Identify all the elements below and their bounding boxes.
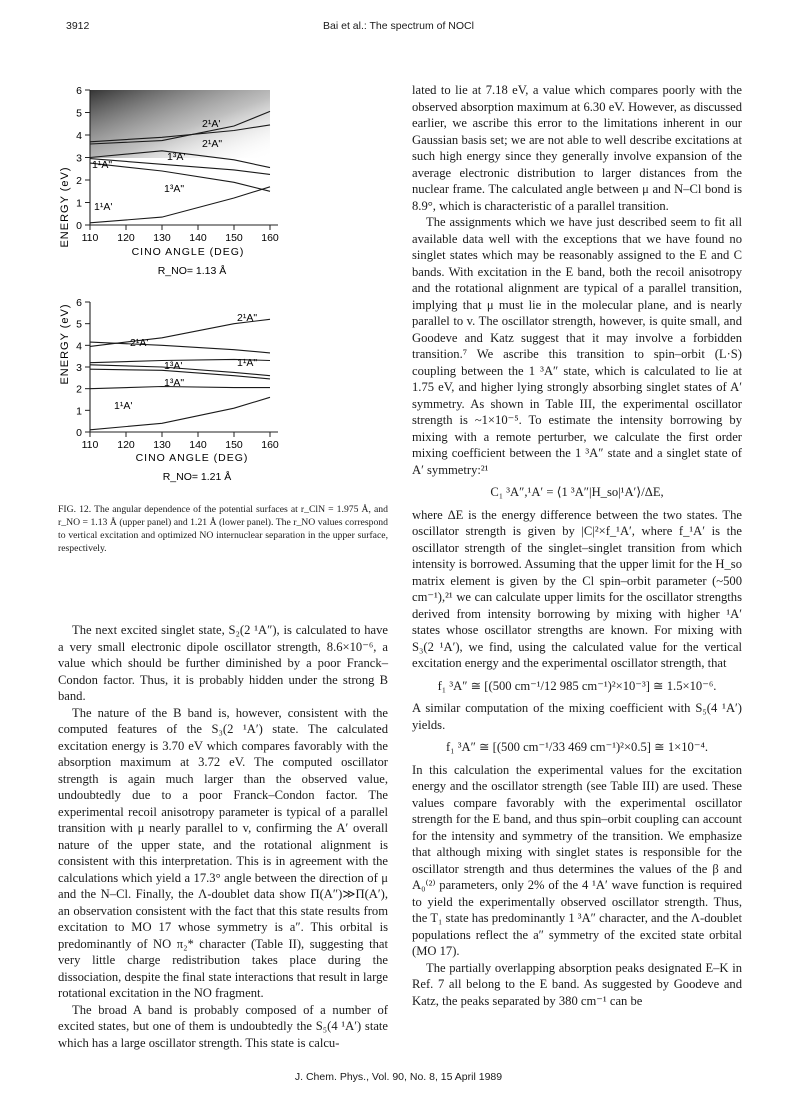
right-column — [412, 82, 742, 1009]
paragraph: The next excited singlet state, S₂(2 ¹A″), is calculated to have a very small electronic dipole oscillator strength, 8.6×10⁻⁶, a value which should be further diminished by a poor Franck–Condon factor. Thus, it is probably hidden under the strong B band. — [58, 623, 388, 703]
paragraph: lated to lie at 7.18 eV, a value which compares poorly with the observed absorption maximum at 6.30 eV. However, as discussed earlier, we ascribe this error to the limitations inherent in our Gaussian basis set; we are not able to well describe excitations at such high energy since they generally involve expansion of the average electronic distribution to larger distances from the nuclear frame. The calculated angle between μ and N–Cl bond is 8.9°, which is characteristic of a parallel transition. — [412, 83, 742, 213]
x-tick-label: 120 — [117, 439, 135, 451]
y-tick-label: 5 — [76, 318, 82, 331]
state-label: 1³A" — [164, 377, 185, 389]
state-label: 1³A' — [164, 360, 183, 372]
paragraph: The partially overlapping absorption peaks designated E–K in Ref. 7 all belong to the E band. As suggested by Goodeve and Katz, the peaks separated by 380 cm⁻¹ can be — [412, 960, 742, 1008]
x-tick-label: 110 — [81, 439, 99, 451]
x-axis-label: CINO ANGLE (DEG) — [135, 452, 249, 464]
y-tick-label: 4 — [76, 340, 82, 353]
state-label: 2¹A' — [130, 337, 149, 349]
footer: J. Chem. Phys., Vol. 90, No. 8, 15 April 1989 — [294, 1071, 503, 1083]
x-tick-label: 110 — [81, 232, 99, 244]
figure-12-upper-panel — [52, 82, 332, 297]
state-label: 1³A' — [167, 151, 186, 163]
y-tick-label: 4 — [76, 130, 82, 142]
x-tick-label: 140 — [189, 439, 207, 451]
paragraph: The assignments which we have just described seem to fit all available data well with the exceptions that we have found no singlet states which may be reasonably assigned to the E and C bands. With excitation in the E band, both the recoil anisotropy and the rotational alignment are typical of a parallel transition, implying that μ must lie in the molecular plane, and is nearly parallel to v. The oscillator strength, however, is quite small, and Goodeve and Katz suggest that it may involve a forbidden transition.⁷ We ascribe this transition to spin–orbit (L·S) coupling between the 1 ³A″ state, which is calculated to lie at 1.75 eV, and higher lying strongly absorbing singlet states of A′ symmetry. As shown in Table III, the experimental oscillator strength is ~1×10⁻⁵. To estimate the intensity borrowing by mixing with a remote perturber, we calculate the first order mixing coefficient between the 1 ³A″ state and a singlet state of A′ symmetry:²¹ — [412, 215, 742, 477]
y-tick-label: 0 — [76, 220, 82, 232]
paragraph: The nature of the B band is, however, consistent with the computed features of the S₃(2 ¹A′) state. The calculated excitation energy is 3.70 eV which compares favorably with the absorption maximum at 3.72 eV. The computed oscillator strength is again much larger than the observed value, undoubtedly due to a poor Franck–Condon factor. The experimental recoil anisotropy parameter is typical of a parallel transition with μ nearly parallel to v, confirming the A′ overall nature of the upper state, and the rotational alignment is consistent with this interpretation. This is in agreement with the calculations which yield a 17.3° angle between the direction of μ and the N–Cl. Finally, the Λ-doublet data show Π(A″)≫Π(A′), an observation consistent with the fact that this state results from excitation to MO 17 whose symmetry is a″. This orbital is predominantly of NO π₂* character (Table II), suggesting that very little charge redistribution takes place during the dissociation, despite the final state interactions that result in large rotational excitation in the NO fragment. — [58, 705, 388, 1000]
x-tick-label: 120 — [117, 232, 135, 244]
figure-12-lower-panel — [52, 294, 332, 494]
equation: C₁ ³A″,¹A′ = ⟨1 ³A″|H_so|¹A′⟩/ΔE, — [490, 485, 664, 499]
state-label: 2¹A" — [202, 138, 223, 150]
state-label: 1¹A' — [94, 201, 113, 213]
paragraph: The broad A band is probably composed of a number of excited states, but one of them is undoubtedly the S₅(4 ¹A′) state which has a large oscillator strength. This state is calcu- — [58, 1002, 388, 1050]
y-axis-label: ENERGY (eV) — [59, 303, 71, 385]
equation: f₁ ³A″ ≅ [(500 cm⁻¹/33 469 cm⁻¹)²×0.5] ≅ 1×10⁻⁴. — [445, 740, 709, 754]
y-tick-label: 2 — [76, 175, 82, 187]
y-tick-label: 3 — [76, 152, 82, 165]
state-label: 1³A" — [164, 183, 185, 195]
x-tick-label: 130 — [153, 232, 171, 244]
y-tick-label: 1 — [76, 405, 82, 418]
x-tick-label: 130 — [153, 439, 171, 451]
paragraph: A similar computation of the mixing coefficient with S₅(4 ¹A′) yields. — [412, 701, 742, 732]
y-axis-label: ENERGY (eV) — [59, 166, 71, 248]
paragraph: In this calculation the experimental values for the excitation energy and the oscillator strength (see Table III) are used. These values compare favorably with the experimental oscillator strength for the E band, and thus spin–orbit coupling can account for the intensity and symmetry of the transition. We emphasize that although mixing with singlet states is responsible for the oscillator strength and thus determines the values of the β and A₀⁽²⁾ parameters, only 2% of the 4 ¹A′ wave function is required to yield the experimentally observed oscillator strength. Thus, the T₁ state has predominantly 1 ³A″ character, and the Λ-doublet populations reflect the a″ symmetry of the excited state orbital (MO 17). — [412, 762, 742, 958]
state-label: 2¹A" — [237, 312, 258, 324]
x-tick-label: 140 — [189, 232, 207, 244]
panel-subtitle: R_NO= 1.13 Å — [157, 265, 227, 277]
equation: f₁ ³A″ ≅ [(500 cm⁻¹/12 985 cm⁻¹)²×10⁻³] ≅ 1.5×10⁻⁶. — [437, 678, 717, 693]
left-column — [58, 622, 388, 1051]
y-tick-label: 6 — [76, 297, 82, 309]
state-label: 1¹A" — [92, 159, 113, 171]
panel-subtitle: R_NO= 1.21 Å — [162, 471, 232, 483]
paragraph: where ΔE is the energy difference between the two states. The oscillator strength is given by |C|²×f_¹A′, where f_¹A′ is the oscillator strength of the singlet–singlet transition from which intensity is borrowed. Assuming that the upper limit for the H_so matrix element is given by the Cl spin–orbit parameter (~500 cm⁻¹),²¹ we can calculate upper limits for the oscillator strengths derived from intensity borrowing by mixing with higher ¹A′ states whose oscillator strengths are known. For mixing with S₃(2 ¹A′), we find, using the calculated value for the vertical excitation energy and the experimental oscillator strength, that — [412, 507, 742, 670]
y-tick-label: 1 — [76, 197, 82, 210]
y-tick-label: 6 — [76, 85, 82, 97]
state-label: 1¹A' — [114, 400, 133, 412]
series-line-7 — [90, 342, 270, 353]
x-tick-label: 160 — [261, 232, 279, 244]
y-tick-label: 5 — [76, 107, 82, 120]
figure-caption: FIG. 12. The angular dependence of the potential surfaces at r_ClN = 1.975 Å, and r_NO = 1.13 Å (upper panel) and 1.21 Å (lower panel). The r_NO values correspond to vertical excitation and optimized NO internuclear separation in the upper surface, respectively. — [58, 504, 388, 554]
y-tick-label: 2 — [76, 383, 82, 396]
y-tick-label: 3 — [76, 362, 82, 374]
x-tick-label: 160 — [261, 439, 279, 451]
state-label: 2¹A' — [202, 118, 221, 130]
page-number: 3912 — [66, 20, 90, 32]
running-head: Bai et al.: The spectrum of NOCl — [323, 20, 474, 32]
x-tick-label: 150 — [225, 232, 243, 244]
state-label: 1¹A" — [237, 357, 258, 369]
shaded-region — [90, 90, 270, 158]
x-axis-label: CINO ANGLE (DEG) — [131, 246, 245, 258]
x-tick-label: 150 — [225, 439, 243, 451]
y-tick-label: 0 — [76, 427, 82, 439]
